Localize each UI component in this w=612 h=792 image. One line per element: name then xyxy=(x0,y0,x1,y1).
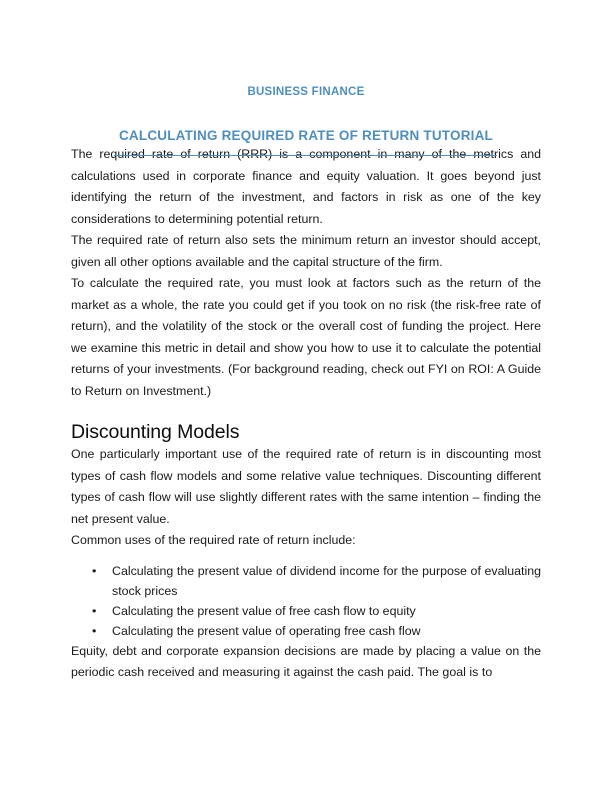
list-item-label: Calculating the present value of dividend income for the purpose of evaluating stock prices xyxy=(112,563,541,598)
title-divider xyxy=(114,155,497,156)
list-item xyxy=(71,621,541,641)
list-item xyxy=(71,601,541,621)
document-title: CALCULATING REQUIRED RATE OF RETURN TUTORIAL xyxy=(118,128,494,143)
paragraph-calculation-factors: To calculate the required rate, you must look at factors such as the return of the market as a whole, the rate you could get if you took on no risk (the risk-free rate of return), and the volatility of the stock or the overall cost of funding the project. Here we examine this metric in detail and show you how to use it to calculate the potential returns of your investments. (For background reading, check out FYI on ROI: A Guide to Return on Investment.) xyxy=(71,276,541,398)
bullet-marker-icon: • xyxy=(92,563,97,578)
paragraph-intro: The required rate of return (RRR) is a component in many of the metrics and calculations used in corporate finance and equity valuation. It goes beyond just identifying the return of the investment, and factors in risk as one of the key considerations to determining potential return. xyxy=(71,147,541,226)
bullet-marker-icon: • xyxy=(92,603,97,618)
document-kicker: BUSINESS FINANCE xyxy=(247,86,365,98)
list-item-label: Calculating the present value of free cash flow to equity xyxy=(112,603,416,618)
common-uses-list xyxy=(71,561,541,641)
paragraph-equity-debt: Equity, debt and corporate expansion decisions are made by placing a value on the periodic cash received and measuring it against the cash paid. The goal is to xyxy=(71,643,541,679)
list-item-label: Calculating the present value of operating free cash flow xyxy=(112,623,421,638)
paragraph-minimum-return: The required rate of return also sets the minimum return an investor should accept, given all other options available and the capital structure of the firm. xyxy=(71,233,541,269)
section-heading-discounting-models: Discounting Models xyxy=(71,421,240,443)
paragraph-common-uses-lead: Common uses of the required rate of return include: xyxy=(71,533,356,547)
paragraph-discounting-use: One particularly important use of the required rate of return is in discounting most types of cash flow models and some relative value techniques. Discounting different types of cash flow will use slightly different rates with the same intention – finding the net present value. xyxy=(71,447,541,526)
document-content xyxy=(71,0,541,684)
bullet-marker-icon: • xyxy=(92,623,97,638)
list-item xyxy=(71,561,541,601)
